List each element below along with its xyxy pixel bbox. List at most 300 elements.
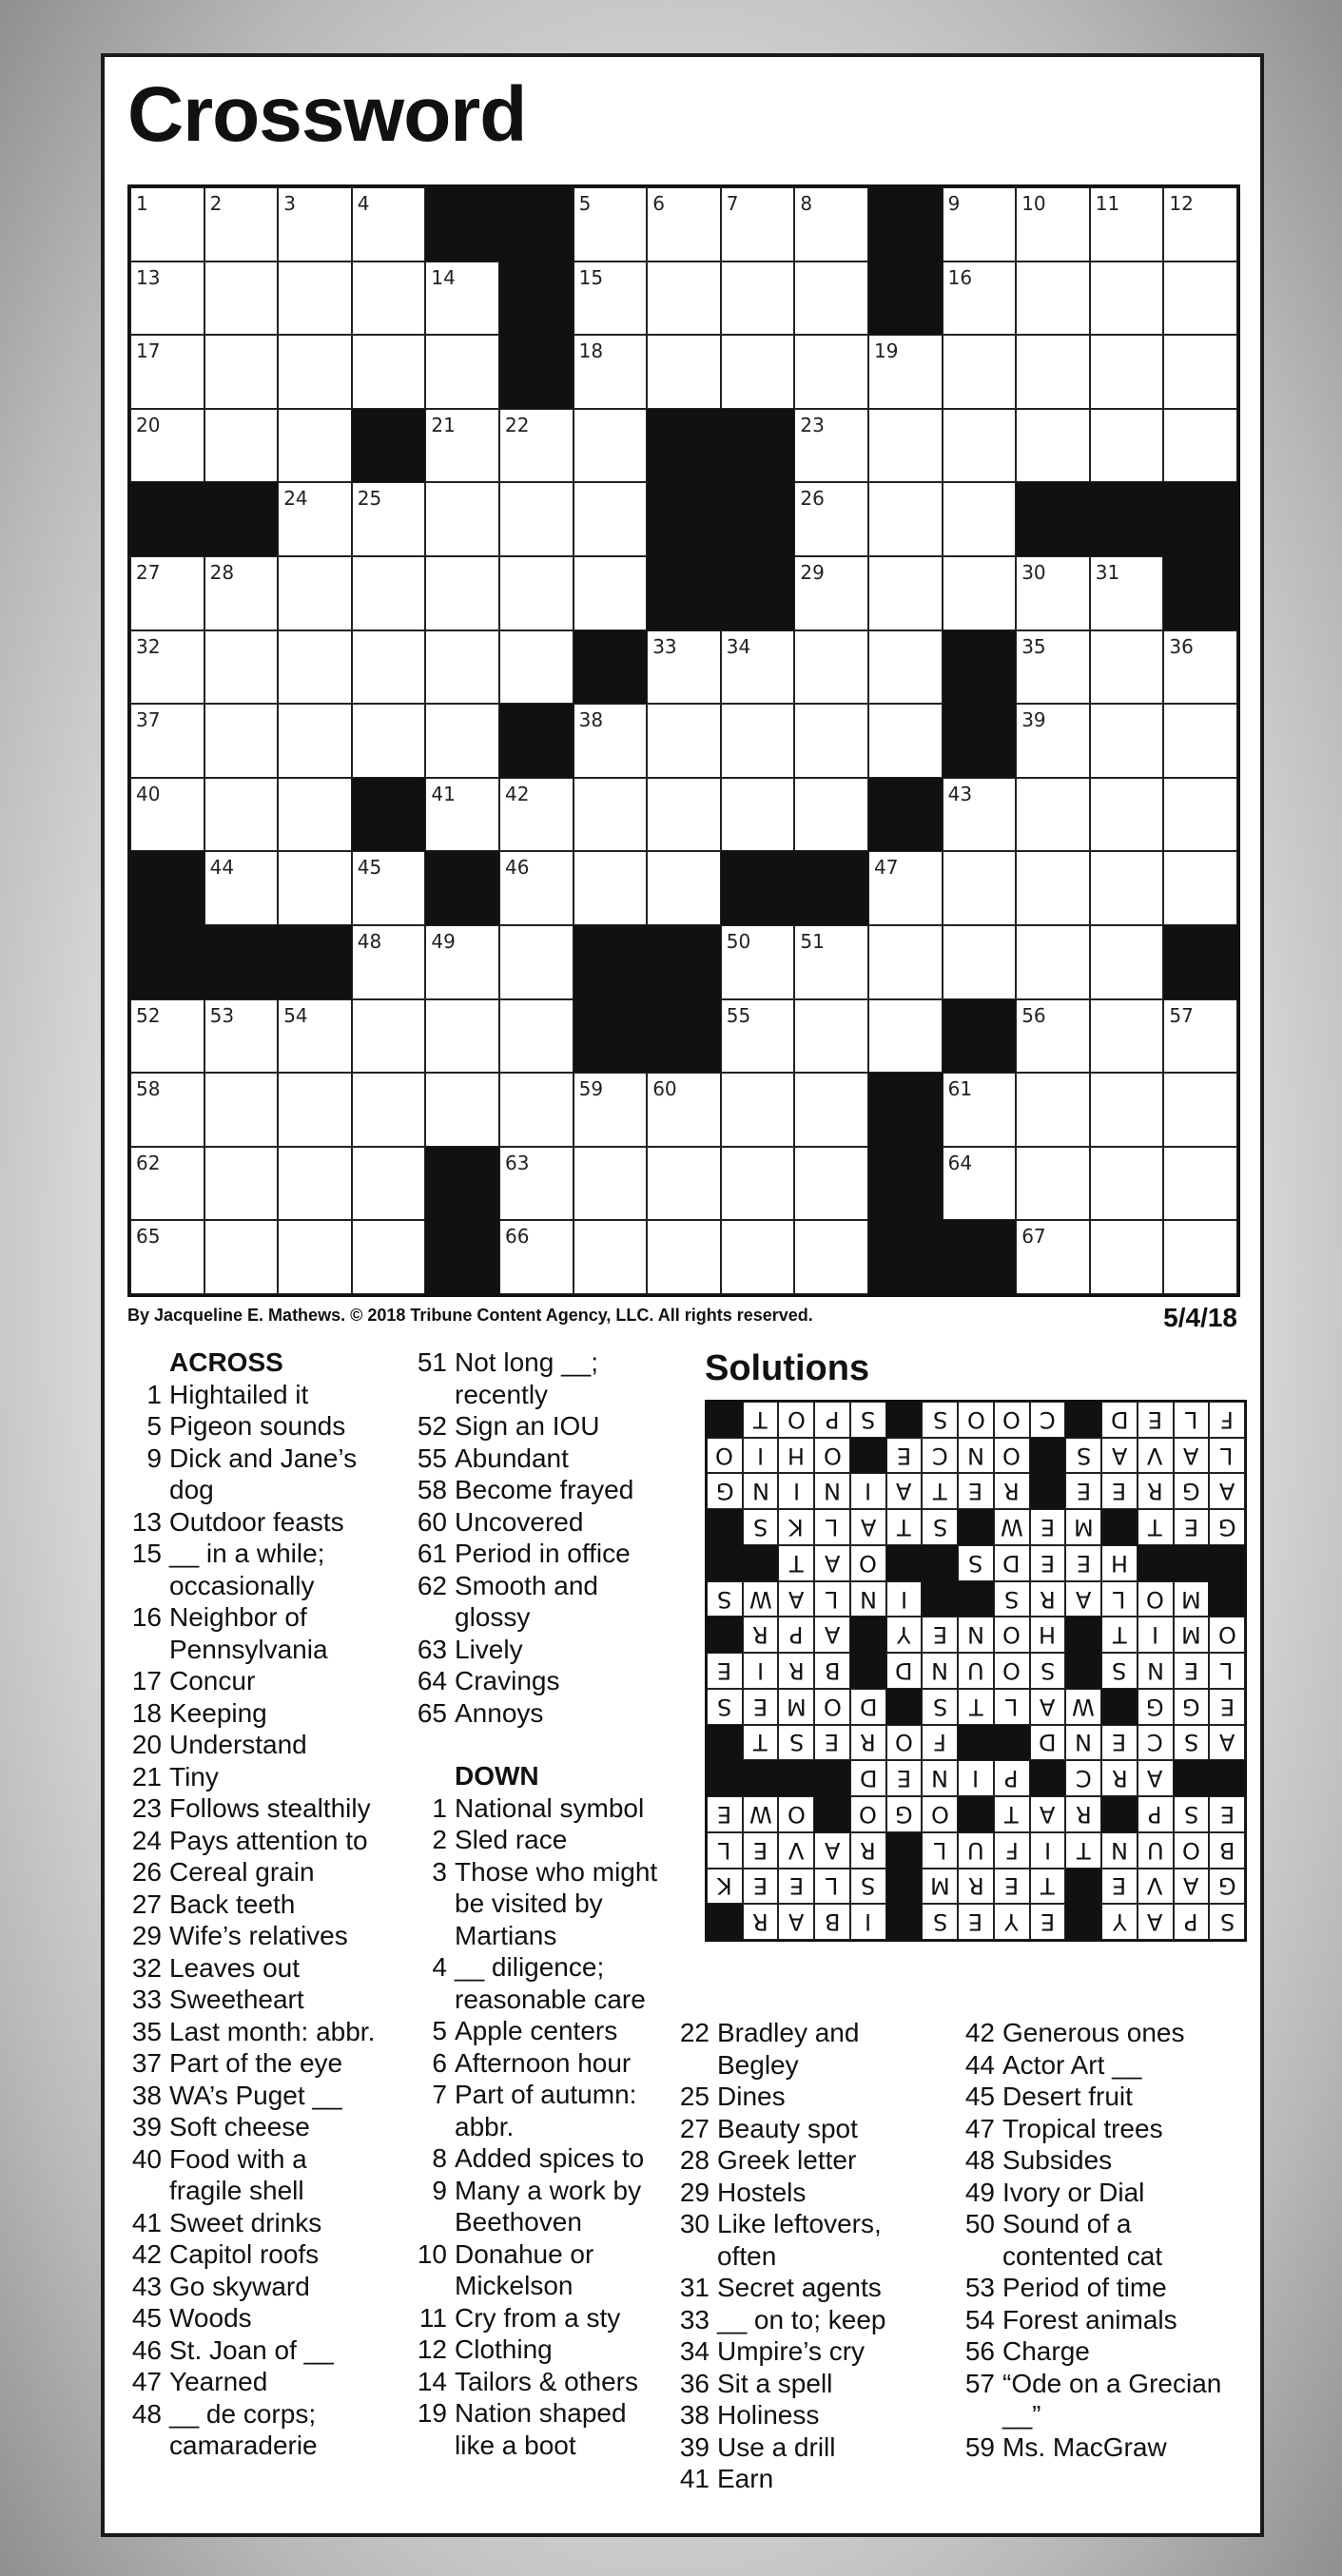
grid-cell[interactable] — [794, 704, 868, 778]
grid-cell[interactable] — [794, 925, 868, 999]
solution-cell: A — [1174, 1438, 1210, 1474]
solution-black-square — [922, 1545, 958, 1581]
clue-text: Sled race — [455, 1825, 568, 1854]
grid-cell[interactable] — [868, 335, 943, 409]
grid-cell[interactable] — [425, 335, 499, 409]
clue-text: Soft cheese — [169, 2112, 310, 2141]
grid-cell[interactable] — [204, 1220, 279, 1294]
grid-cell[interactable] — [130, 999, 204, 1074]
grid-cell[interactable] — [794, 187, 868, 261]
grid-cell[interactable] — [352, 261, 426, 336]
grid-cell[interactable] — [1016, 1220, 1090, 1294]
grid-cell[interactable] — [425, 704, 499, 778]
solution-black-square — [707, 1545, 743, 1581]
grid-cell[interactable] — [943, 409, 1017, 483]
clue-number: 6 — [432, 2047, 447, 2078]
solution-cell: C — [922, 1438, 958, 1474]
clue-number: 30 — [1021, 560, 1046, 584]
grid-cell[interactable] — [574, 851, 648, 925]
grid-cell[interactable] — [278, 1073, 352, 1147]
grid-cell[interactable] — [721, 1073, 795, 1147]
grid-cell[interactable] — [647, 778, 721, 852]
grid-cell[interactable] — [352, 704, 426, 778]
solution-cell: N — [922, 1653, 958, 1689]
clue-number: 37 — [131, 2048, 162, 2078]
grid-cell[interactable] — [794, 778, 868, 852]
solution-cell: S — [922, 1402, 958, 1438]
grid-cell[interactable] — [278, 261, 352, 336]
grid-cell[interactable] — [499, 925, 574, 999]
grid-cell[interactable] — [499, 409, 574, 483]
grid-cell[interactable] — [647, 187, 721, 261]
clue-number: 3 — [283, 192, 296, 215]
solution-cell: R — [778, 1653, 814, 1689]
grid-cell[interactable] — [130, 261, 204, 336]
grid-cell[interactable] — [204, 999, 279, 1074]
grid-cell[interactable] — [278, 187, 352, 261]
solution-black-square — [850, 1438, 886, 1474]
grid-cell[interactable] — [1163, 1073, 1237, 1147]
black-square — [721, 851, 795, 925]
grid-cell[interactable] — [868, 925, 943, 999]
grid-cell[interactable] — [1016, 778, 1090, 852]
grid-cell[interactable] — [1163, 1147, 1237, 1221]
grid-cell[interactable] — [278, 778, 352, 852]
clue-number: 44 — [209, 856, 235, 880]
solution-black-square — [814, 1760, 850, 1796]
grid-cell[interactable] — [425, 261, 499, 336]
solution-cell: G — [707, 1473, 743, 1509]
grid-cell[interactable] — [204, 704, 279, 778]
grid-cell[interactable] — [278, 704, 352, 778]
solution-cell: E — [958, 1473, 994, 1509]
grid-cell[interactable] — [1016, 925, 1090, 999]
grid-cell[interactable] — [499, 630, 574, 705]
grid-cell[interactable] — [1090, 409, 1164, 483]
grid-cell[interactable] — [352, 482, 426, 556]
solution-cell: D — [850, 1760, 886, 1796]
grid-cell[interactable] — [1016, 409, 1090, 483]
grid-cell[interactable] — [943, 335, 1017, 409]
clue-number: 8 — [432, 2143, 447, 2173]
grid-cell[interactable] — [1016, 704, 1090, 778]
grid-cell[interactable] — [1016, 556, 1090, 630]
grid-cell[interactable] — [943, 187, 1017, 261]
solution-cell: T — [922, 1473, 958, 1509]
black-square — [943, 1220, 1017, 1294]
solution-cell: R — [743, 1904, 779, 1940]
grid-cell[interactable] — [1016, 335, 1090, 409]
clue-number: 63 — [417, 1634, 447, 1664]
grid-cell[interactable] — [1163, 335, 1237, 409]
grid-cell[interactable] — [647, 704, 721, 778]
clue — [961, 2177, 1236, 2209]
grid-cell[interactable] — [721, 999, 795, 1074]
grid-cell[interactable] — [204, 187, 279, 261]
grid-cell[interactable] — [130, 556, 204, 630]
grid-cell[interactable] — [868, 704, 943, 778]
clue — [127, 1920, 384, 1952]
grid-cell[interactable] — [574, 1073, 648, 1147]
grid-cell[interactable] — [794, 1220, 868, 1294]
solution-black-square — [1065, 1402, 1101, 1438]
grid-cell[interactable] — [278, 556, 352, 630]
clue — [127, 2047, 384, 2080]
clue-text: Nation shaped like a boot — [455, 2398, 627, 2460]
grid-cell[interactable] — [130, 1220, 204, 1294]
grid-cell[interactable] — [204, 556, 279, 630]
solution-cell: S — [1030, 1653, 1066, 1689]
grid-cell[interactable] — [574, 1147, 648, 1221]
solution-cell: Y — [1101, 1904, 1138, 1940]
solution-cell: G — [1209, 1869, 1245, 1905]
clue-number: 28 — [679, 2145, 710, 2175]
grid-cell[interactable] — [499, 999, 574, 1074]
solution-cell: T — [743, 1725, 779, 1761]
clue — [127, 2111, 384, 2143]
clue-number: 51 — [800, 929, 825, 953]
clue-number: 42 — [964, 2018, 995, 2047]
grid-cell[interactable] — [647, 1147, 721, 1221]
clue — [127, 2143, 384, 2207]
grid-cell[interactable] — [278, 1147, 352, 1221]
grid-cell[interactable] — [647, 261, 721, 336]
grid-cell[interactable] — [574, 187, 648, 261]
grid-cell[interactable] — [868, 630, 943, 705]
solution-cell: A — [814, 1617, 850, 1653]
black-square — [647, 999, 721, 1074]
clue-number: 9 — [432, 2175, 447, 2205]
grid-cell[interactable] — [352, 335, 426, 409]
grid-cell[interactable] — [721, 1147, 795, 1221]
grid-cell[interactable] — [204, 409, 279, 483]
solution-cell: S — [743, 1509, 779, 1545]
grid-cell[interactable] — [943, 261, 1017, 336]
grid-cell[interactable] — [1090, 925, 1164, 999]
grid-cell[interactable] — [1016, 261, 1090, 336]
grid-cell[interactable] — [425, 409, 499, 483]
grid-cell[interactable] — [499, 1147, 574, 1221]
clue-text: Capitol roofs — [169, 2239, 320, 2269]
clue-number: 43 — [131, 2271, 162, 2301]
grid-cell[interactable] — [868, 999, 943, 1074]
clue-text: Outdoor feasts — [169, 1506, 344, 1537]
grid-cell[interactable] — [1016, 999, 1090, 1074]
solution-cell: T — [886, 1509, 923, 1545]
clue-number: 10 — [417, 2238, 447, 2269]
grid-cell[interactable] — [647, 630, 721, 705]
grid-cell[interactable] — [278, 409, 352, 483]
grid-cell[interactable] — [352, 999, 426, 1074]
clue-text: Food with a fragile shell — [169, 2143, 307, 2205]
black-square — [868, 1220, 943, 1294]
clue-text: Actor Art __ — [1002, 2049, 1142, 2080]
grid-cell[interactable] — [1163, 261, 1237, 336]
clue — [413, 1665, 670, 1697]
clue-text: “Ode on a Grecian __” — [1002, 2368, 1222, 2430]
grid-cell[interactable] — [1016, 851, 1090, 925]
grid-cell[interactable] — [1090, 704, 1164, 778]
grid-cell[interactable] — [721, 261, 795, 336]
grid-cell[interactable] — [352, 1220, 426, 1294]
solution-cell: S — [850, 1402, 886, 1438]
clue-text: Secret agents — [717, 2273, 882, 2302]
clue-text: Hightailed it — [169, 1379, 309, 1409]
clue-number: 21 — [131, 1761, 162, 1792]
grid-cell[interactable] — [794, 999, 868, 1074]
black-square — [130, 482, 204, 556]
clue-number: 40 — [136, 782, 161, 805]
grid-cell[interactable] — [499, 851, 574, 925]
grid-cell[interactable] — [1016, 1073, 1090, 1147]
grid-cell[interactable] — [574, 261, 648, 336]
grid-cell[interactable] — [721, 778, 795, 852]
grid-cell[interactable] — [204, 630, 279, 705]
clue-number: 53 — [964, 2273, 995, 2302]
grid-cell[interactable] — [943, 778, 1017, 852]
solution-cell: E — [814, 1725, 850, 1761]
grid-cell[interactable] — [794, 556, 868, 630]
clue-number: 32 — [136, 634, 161, 658]
clue-text: Go skyward — [169, 2271, 310, 2301]
clue-number: 5 — [578, 192, 592, 215]
solution-cell: L — [814, 1869, 850, 1905]
grid-cell[interactable] — [278, 851, 352, 925]
grid-cell[interactable] — [1163, 778, 1237, 852]
solution-cell: T — [1065, 1832, 1101, 1869]
grid-cell[interactable] — [278, 335, 352, 409]
grid-cell[interactable] — [868, 851, 943, 925]
solution-cell: L — [814, 1581, 850, 1617]
grid-cell[interactable] — [794, 1073, 868, 1147]
clue-number: 33 — [679, 2304, 710, 2334]
clue-number: 48 — [964, 2145, 995, 2175]
clue-number: 11 — [1095, 192, 1120, 215]
grid-cell[interactable] — [1163, 1220, 1237, 1294]
solution-cell: O — [994, 1653, 1030, 1689]
grid-cell[interactable] — [647, 335, 721, 409]
solution-cell: T — [1138, 1509, 1174, 1545]
black-square — [204, 925, 279, 999]
grid-cell[interactable] — [130, 187, 204, 261]
clue — [413, 2047, 670, 2080]
grid-cell[interactable] — [499, 778, 574, 852]
grid-cell[interactable] — [574, 335, 648, 409]
solution-cell: O — [994, 1617, 1030, 1653]
grid-cell[interactable] — [647, 1220, 721, 1294]
solution-cell: G — [886, 1796, 923, 1832]
clue — [127, 1665, 384, 1697]
grid-cell[interactable] — [721, 925, 795, 999]
grid-cell[interactable] — [352, 556, 426, 630]
grid-cell[interactable] — [425, 999, 499, 1074]
clue — [961, 2017, 1236, 2049]
grid-cell[interactable] — [1163, 704, 1237, 778]
grid-cell[interactable] — [352, 630, 426, 705]
grid-cell[interactable] — [1090, 778, 1164, 852]
clue-number: 13 — [131, 1506, 162, 1537]
grid-cell[interactable] — [130, 704, 204, 778]
clue — [675, 2272, 932, 2304]
grid-cell[interactable] — [425, 1073, 499, 1147]
grid-cell[interactable] — [204, 261, 279, 336]
black-square — [647, 409, 721, 483]
grid-cell[interactable] — [1090, 1147, 1164, 1221]
grid-cell[interactable] — [794, 482, 868, 556]
solution-black-square — [1174, 1760, 1210, 1796]
grid-cell[interactable] — [1090, 335, 1164, 409]
grid-cell[interactable] — [943, 482, 1017, 556]
grid-cell[interactable] — [1163, 999, 1237, 1074]
solution-cell: N — [814, 1473, 850, 1509]
grid-cell[interactable] — [425, 925, 499, 999]
grid-cell[interactable] — [352, 851, 426, 925]
grid-cell[interactable] — [352, 187, 426, 261]
grid-cell[interactable] — [130, 335, 204, 409]
grid-cell[interactable] — [1090, 261, 1164, 336]
solution-cell: R — [1138, 1473, 1174, 1509]
grid-cell[interactable] — [574, 778, 648, 852]
grid-cell[interactable] — [721, 187, 795, 261]
grid-cell[interactable] — [574, 409, 648, 483]
grid-cell[interactable] — [794, 261, 868, 336]
grid-cell[interactable] — [204, 1073, 279, 1147]
grid-cell[interactable] — [130, 409, 204, 483]
grid-cell[interactable] — [794, 409, 868, 483]
grid-cell[interactable] — [868, 482, 943, 556]
clue — [127, 1761, 384, 1793]
grid-cell[interactable] — [574, 556, 648, 630]
solution-cell: U — [1138, 1832, 1174, 1869]
grid-cell[interactable] — [574, 704, 648, 778]
grid-cell[interactable] — [794, 335, 868, 409]
grid-cell[interactable] — [1090, 1220, 1164, 1294]
grid-cell[interactable] — [1090, 556, 1164, 630]
grid-cell[interactable] — [1090, 851, 1164, 925]
grid-cell[interactable] — [794, 1147, 868, 1221]
grid-cell[interactable] — [204, 851, 279, 925]
clue-number: 7 — [432, 2080, 447, 2109]
grid-cell[interactable] — [352, 1147, 426, 1221]
solution-cell: S — [994, 1581, 1030, 1617]
clue-number: 33 — [131, 1985, 162, 2014]
grid-cell[interactable] — [425, 778, 499, 852]
clue-number: 58 — [417, 1475, 447, 1504]
grid-cell[interactable] — [130, 1147, 204, 1221]
clue-text: Pigeon sounds — [169, 1411, 346, 1441]
grid-cell[interactable] — [574, 1220, 648, 1294]
clue — [961, 2272, 1236, 2304]
grid-cell[interactable] — [647, 1073, 721, 1147]
grid-cell[interactable] — [868, 409, 943, 483]
solution-cell: S — [1174, 1796, 1210, 1832]
clue-number: 48 — [131, 2398, 162, 2429]
grid-cell[interactable] — [647, 851, 721, 925]
grid-cell[interactable] — [130, 1073, 204, 1147]
solution-cell: O — [707, 1438, 743, 1474]
clue-number: 48 — [357, 929, 382, 953]
grid-cell[interactable] — [1090, 630, 1164, 705]
solution-black-square — [743, 1760, 779, 1796]
grid-cell[interactable] — [425, 630, 499, 705]
grid-cell[interactable] — [1163, 630, 1237, 705]
solution-cell: M — [1174, 1581, 1210, 1617]
solution-black-square — [1174, 1545, 1210, 1581]
solution-cell: E — [743, 1689, 779, 1725]
grid-cell[interactable] — [1163, 851, 1237, 925]
solution-cell: E — [1209, 1689, 1245, 1725]
grid-cell[interactable] — [1163, 187, 1237, 261]
grid-cell[interactable] — [1163, 409, 1237, 483]
solution-cell: S — [922, 1689, 958, 1725]
grid-cell[interactable] — [721, 704, 795, 778]
grid-cell[interactable] — [499, 482, 574, 556]
grid-cell[interactable] — [943, 1073, 1017, 1147]
grid-cell[interactable] — [278, 482, 352, 556]
solution-cell: L — [707, 1832, 743, 1869]
solution-cell: O — [850, 1545, 886, 1581]
grid-cell[interactable] — [352, 925, 426, 999]
grid-cell[interactable] — [868, 556, 943, 630]
grid-cell[interactable] — [352, 1073, 426, 1147]
grid-cell[interactable] — [1016, 1147, 1090, 1221]
solution-cell: S — [778, 1725, 814, 1761]
clue-number: 19 — [417, 2398, 447, 2428]
clue-number: 52 — [417, 1411, 447, 1441]
clue-text: WA’s Puget __ — [169, 2080, 342, 2110]
clue — [413, 2142, 670, 2175]
grid-cell[interactable] — [1090, 1073, 1164, 1147]
solution-black-square — [707, 1760, 743, 1796]
grid-cell[interactable] — [278, 1220, 352, 1294]
solution-cell: N — [743, 1473, 779, 1509]
grid-cell[interactable] — [943, 925, 1017, 999]
grid-cell[interactable] — [1016, 187, 1090, 261]
grid-cell[interactable] — [499, 556, 574, 630]
grid-cell[interactable] — [130, 778, 204, 852]
clue-number: 49 — [964, 2177, 995, 2207]
clue — [961, 2081, 1236, 2113]
grid-cell[interactable] — [1090, 999, 1164, 1074]
grid-cell[interactable] — [1016, 630, 1090, 705]
grid-cell[interactable] — [499, 1073, 574, 1147]
grid-cell[interactable] — [425, 482, 499, 556]
grid-cell[interactable] — [278, 630, 352, 705]
grid-cell[interactable] — [721, 1220, 795, 1294]
grid-cell[interactable] — [943, 1147, 1017, 1221]
clue-number: 2 — [432, 1825, 447, 1854]
grid-cell[interactable] — [721, 335, 795, 409]
grid-cell[interactable] — [794, 630, 868, 705]
clue-number: 13 — [136, 265, 161, 289]
grid-cell[interactable] — [278, 999, 352, 1074]
grid-cell[interactable] — [721, 630, 795, 705]
grid-cell[interactable] — [499, 1220, 574, 1294]
grid-cell[interactable] — [204, 778, 279, 852]
clue-number: 32 — [131, 1952, 162, 1983]
grid-cell[interactable] — [943, 556, 1017, 630]
grid-cell[interactable] — [130, 630, 204, 705]
solution-cell: R — [1101, 1760, 1138, 1796]
grid-cell[interactable] — [425, 556, 499, 630]
grid-cell[interactable] — [204, 1147, 279, 1221]
grid-cell[interactable] — [943, 851, 1017, 925]
clue — [413, 2366, 670, 2398]
grid-cell[interactable] — [574, 482, 648, 556]
solution-black-square — [707, 1725, 743, 1761]
grid-cell[interactable] — [204, 335, 279, 409]
grid-cell[interactable] — [1090, 187, 1164, 261]
